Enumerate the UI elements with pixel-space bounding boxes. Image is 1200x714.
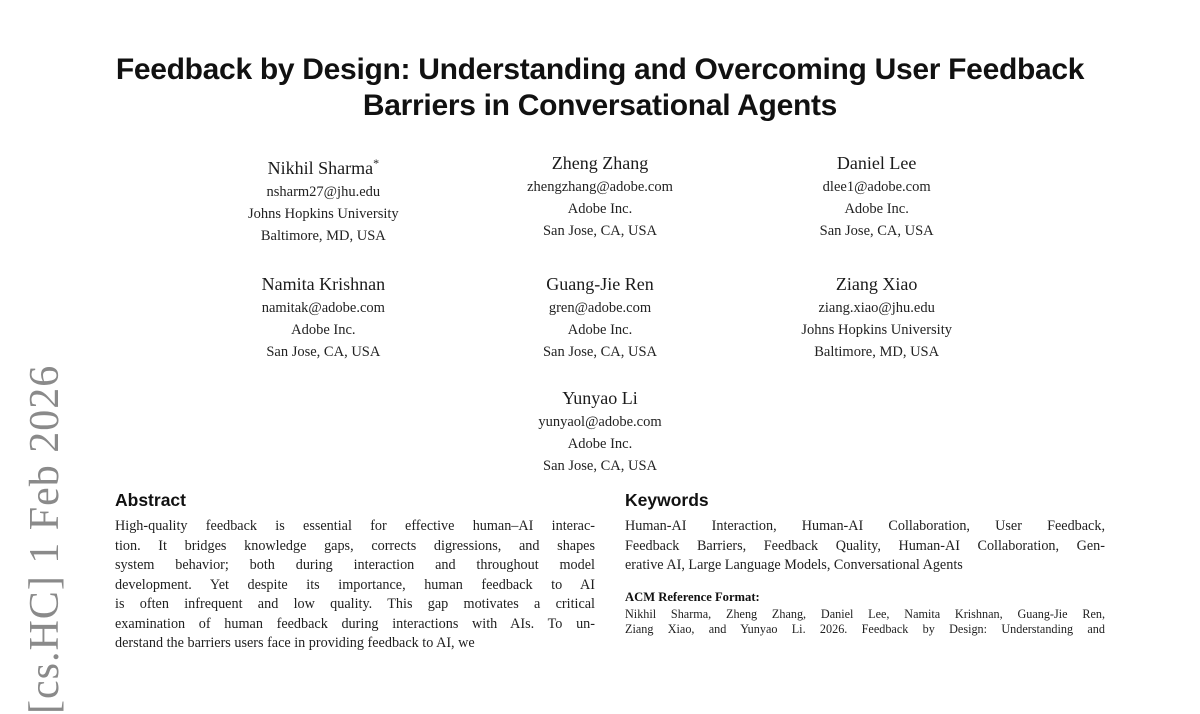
paper-title: Feedback by Design: Understanding and Overcoming User Feedback Barriers in Conversational Agents (115, 53, 1085, 122)
author-location: San Jose, CA, USA (542, 223, 657, 239)
acm-reference-heading: ACM Reference Format: (625, 589, 760, 604)
author-location: San Jose, CA, USA (819, 223, 934, 239)
acm-reference-line: Nikhil Sharma, Zheng Zhang, Daniel Lee, Namita Krishnan, Guang-Jie Ren, (625, 606, 1105, 621)
keywords-line: erative AI, Large Language Models, Conversational Agents (625, 557, 963, 573)
author-name (185, 152, 462, 179)
author-location: San Jose, CA, USA (266, 344, 381, 360)
author-block (462, 273, 739, 363)
keywords-line: Feedback Barriers, Feedback Quality, Human-AI Collaboration, Gen- (625, 537, 1105, 554)
author-email: dlee1@adobe.com (822, 179, 931, 195)
author-name-text: Ziang Xiao (835, 274, 918, 294)
acm-reference-line: Ziang Xiao, and Yunyao Li. 2026. Feedback by Design: Understanding and (625, 621, 1105, 636)
abstract-line-clipped: derstand the barriers users face in providing feedback to AI, we (115, 635, 475, 651)
acm-reference-section (625, 589, 1105, 637)
author-block (738, 152, 1015, 247)
author-email: ziang.xiao@jhu.edu (818, 300, 935, 316)
abstract-line: examination of human feedback during interactions with AIs. To un- (115, 615, 595, 632)
keywords-section (625, 489, 1105, 576)
author-note: * (373, 156, 380, 170)
author-affiliation: Adobe Inc. (567, 322, 633, 338)
author-email: namitak@adobe.com (261, 300, 385, 316)
author-name (738, 273, 1015, 295)
right-column (625, 489, 1105, 654)
author-affiliation: Adobe Inc. (567, 201, 633, 217)
author-email: zhengzhang@adobe.com (527, 179, 673, 195)
author-name-text: Daniel Lee (836, 153, 917, 173)
abstract-line: system behavior; both during interaction and throughout model (115, 557, 595, 573)
author-name-text: Yunyao Li (562, 388, 638, 408)
authors-grid (185, 152, 1015, 363)
author-name-text: Guang-Jie Ren (546, 274, 654, 294)
author-affiliation: Adobe Inc. (567, 436, 633, 452)
arxiv-stamp: [cs.HC] 1 Feb 2026 (22, 364, 68, 714)
abstract-line: High-quality feedback is essential for effective human–AI interac- (115, 518, 595, 534)
author-affiliation: Johns Hopkins University (801, 322, 952, 338)
abstract-heading: Abstract (115, 490, 186, 510)
author-name (462, 152, 739, 174)
author-block (462, 152, 739, 247)
author-row-center (185, 387, 1015, 477)
author-block (538, 387, 661, 477)
author-location: San Jose, CA, USA (542, 344, 657, 360)
author-name (738, 152, 1015, 174)
author-email: yunyaol@adobe.com (538, 414, 662, 430)
author-affiliation: Adobe Inc. (291, 322, 356, 338)
author-email: nsharm27@jhu.edu (266, 184, 381, 200)
author-location: Baltimore, MD, USA (814, 344, 940, 360)
author-name (185, 273, 462, 295)
keywords-line: Human-AI Interaction, Human-AI Collaboration, User Feedback, (625, 518, 1105, 534)
author-location: San Jose, CA, USA (543, 458, 657, 474)
author-email: gren@adobe.com (548, 300, 652, 316)
author-location: Baltimore, MD, USA (260, 228, 386, 244)
author-block (185, 273, 462, 363)
abstract-section (115, 489, 595, 654)
author-affiliation: Johns Hopkins University (248, 206, 399, 222)
author-name-text: Namita Krishnan (261, 274, 386, 294)
abstract-line: development. Yet despite its importance, human feedback to AI (115, 576, 595, 593)
author-block (738, 273, 1015, 363)
author-affiliation: Adobe Inc. (844, 201, 909, 217)
author-block (185, 152, 462, 247)
abstract-line: tion. It bridges knowledge gaps, corrects digressions, and shapes (115, 537, 595, 554)
body-columns (115, 489, 1105, 654)
keywords-heading: Keywords (625, 490, 709, 510)
author-name (462, 273, 739, 295)
author-name-text: Zheng Zhang (551, 153, 649, 173)
abstract-line: is often infrequent and low quality. This gap motivates a critical (115, 596, 595, 612)
author-name-text: Nikhil Sharma (267, 158, 374, 178)
author-name (538, 387, 661, 409)
